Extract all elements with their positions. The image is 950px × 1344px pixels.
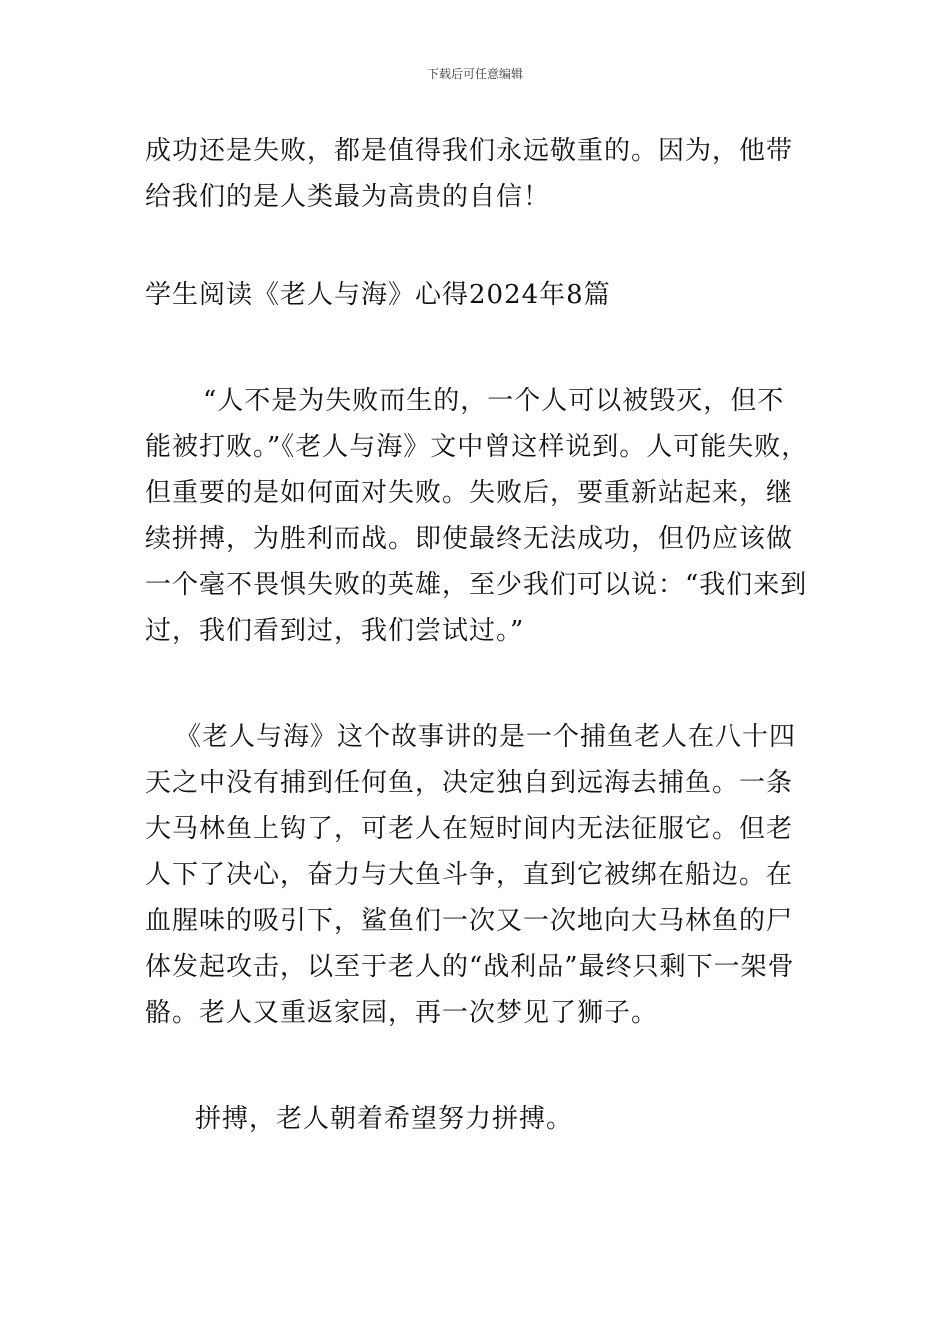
paragraph-quote: “人不是为失败而生的，一个人可以被毁灭，但不能被打败。”《老人与海》文中曾这样说到。人可能失败，但重要的是如何面对失败。失败后，要重新站起来，继续拼搏，为胜利而战。即使最终无法成功，但仍应该做一个毫不畏惧失败的英雄，至少我们可以说：“我们来到过，我们看到过，我们尝试过。” <box>145 386 809 646</box>
page-header: 下载后可任意编辑 <box>426 67 523 81</box>
paragraph-continued: 成功还是失败，都是值得我们永远敬重的。因为，他带给我们的是人类最为高贵的自信！ <box>145 136 794 212</box>
document-body <box>145 128 810 1142</box>
paragraph-summary: 《老人与海》这个故事讲的是一个捕鱼老人在八十四天之中没有捕到任何鱼，决定独自到远海去捕鱼。一条大马林鱼上钩了，可老人在短时间内无法征服它。但老人下了决心，奋力与大鱼斗争，直到它被绑在船边。在血腥味的吸引下，鲨鱼们一次又一次地向大马林鱼的尸体发起攻击，以至于老人的“战利品”最终只剩下一架骨骼。老人又重返家园，再一次梦见了狮子。 <box>145 722 797 1028</box>
section-title: 学生阅读《老人与海》心得2024年8篇 <box>145 280 611 310</box>
paragraph-short: 拼搏，老人朝着希望努力拼搏。 <box>195 1104 574 1134</box>
